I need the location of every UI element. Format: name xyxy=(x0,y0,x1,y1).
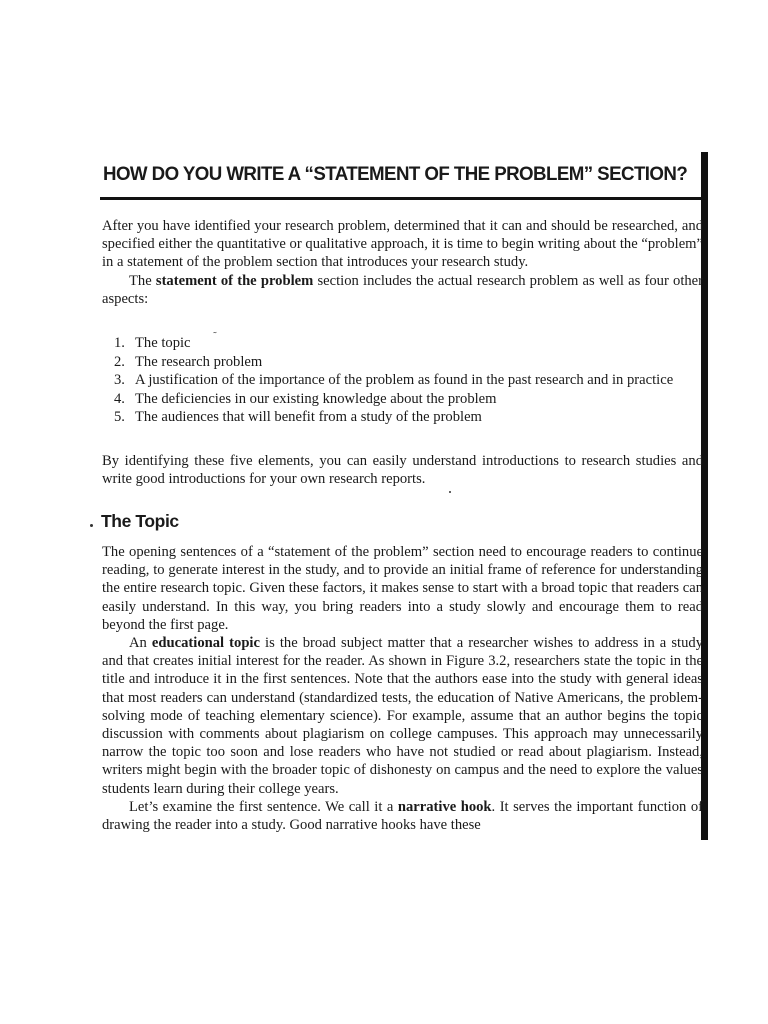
intro-block xyxy=(102,217,703,308)
list-item xyxy=(102,371,703,390)
topic-paragraph-3-lead: Let’s examine the first sentence. We call it a xyxy=(129,798,398,815)
list-item-number: 4. xyxy=(114,390,125,407)
topic-paragraph-3-rest: . It serves the important function of drawing the reader into a study. Good narrative hooks have these xyxy=(102,798,703,834)
speck-mark xyxy=(90,524,93,527)
topic-paragraph-2 xyxy=(102,634,703,798)
topic-paragraph-2-rest: is the broad subject matter that a researcher wishes to address in a study and that creates initial interest for the reader. As shown in Figure 3.2, researchers state the topic in the title and introduce it in the first sentences. Note that the authors ease into the study with general ideas that most readers can understand (standardized tests, the education of Native Americans, the problem-solving mode of teaching elementary science). For example, assume that an author begins the topic discussion with comments about plagiarism on college campuses. This approach may unnecessarily narrow the topic too soon and lose readers who have not studied or read about plagiarism. Instead, writers might begin with the broader topic of dishonesty on campus and the need to explore the values students learn during their college years. xyxy=(102,635,703,797)
list-item xyxy=(102,334,703,353)
speck-mark xyxy=(449,491,451,493)
topic-paragraph-1: The opening sentences of a “statement of the problem” section need to encourage readers to continue reading, to generate interest in the study, and to provide an initial frame of reference for understanding the entire research topic. Given these factors, it makes sense to start with a broad topic that readers can easily understand. In this way, you bring readers into a study slowly and encourage them to read beyond the first page. xyxy=(102,544,703,633)
term-educational-topic: educational topic xyxy=(151,635,260,652)
list-item xyxy=(102,390,703,409)
topic-heading: The Topic xyxy=(101,511,179,531)
list-item-number: 3. xyxy=(114,372,125,388)
intro-paragraph-2-rest: section includes the actual research problem as well as four other aspects: xyxy=(102,272,704,307)
list-item-text: The topic xyxy=(135,335,191,351)
stray-mark: ˜ xyxy=(213,330,217,342)
term-narrative-hook: narrative hook xyxy=(397,798,492,815)
title-rule xyxy=(100,197,703,200)
section-title: HOW DO YOU WRITE A “STATEMENT OF THE PROBLEM” SECTION? xyxy=(103,163,688,185)
list-item xyxy=(102,408,703,427)
list-item-text: A justification of the importance of the problem as found in the past research and in practice xyxy=(135,372,674,388)
topic-paragraph-2-lead: An xyxy=(129,635,152,652)
intro-paragraph-2 xyxy=(102,272,703,308)
summary-block xyxy=(102,452,703,488)
list-item-number: 1. xyxy=(114,335,125,351)
list-item-text: The audiences that will benefit from a study of the problem xyxy=(135,409,482,425)
intro-paragraph-2-lead: The xyxy=(129,272,156,289)
term-statement-of-the-problem: statement of the problem xyxy=(155,272,314,289)
list-item-text: The research problem xyxy=(135,353,263,370)
list-item-number: 5. xyxy=(114,409,125,425)
intro-paragraph-1: After you have identified your research problem, determined that it can and should be researched, and specified either the quantitative or qualitative approach, it is time to begin writing about the “problem” in a statement of the problem section that introduces your research study. xyxy=(102,218,703,271)
summary-paragraph: By identifying these five elements, you can easily understand introductions to research studies and write good introductions for your own research reports. xyxy=(102,453,703,488)
list-item-text: The deficiencies in our existing knowledge about the problem xyxy=(135,390,497,407)
list-item xyxy=(102,353,703,372)
topic-block xyxy=(102,543,703,834)
topic-paragraph-3 xyxy=(102,798,703,834)
aspects-list xyxy=(102,334,703,427)
list-item-number: 2. xyxy=(114,353,125,370)
